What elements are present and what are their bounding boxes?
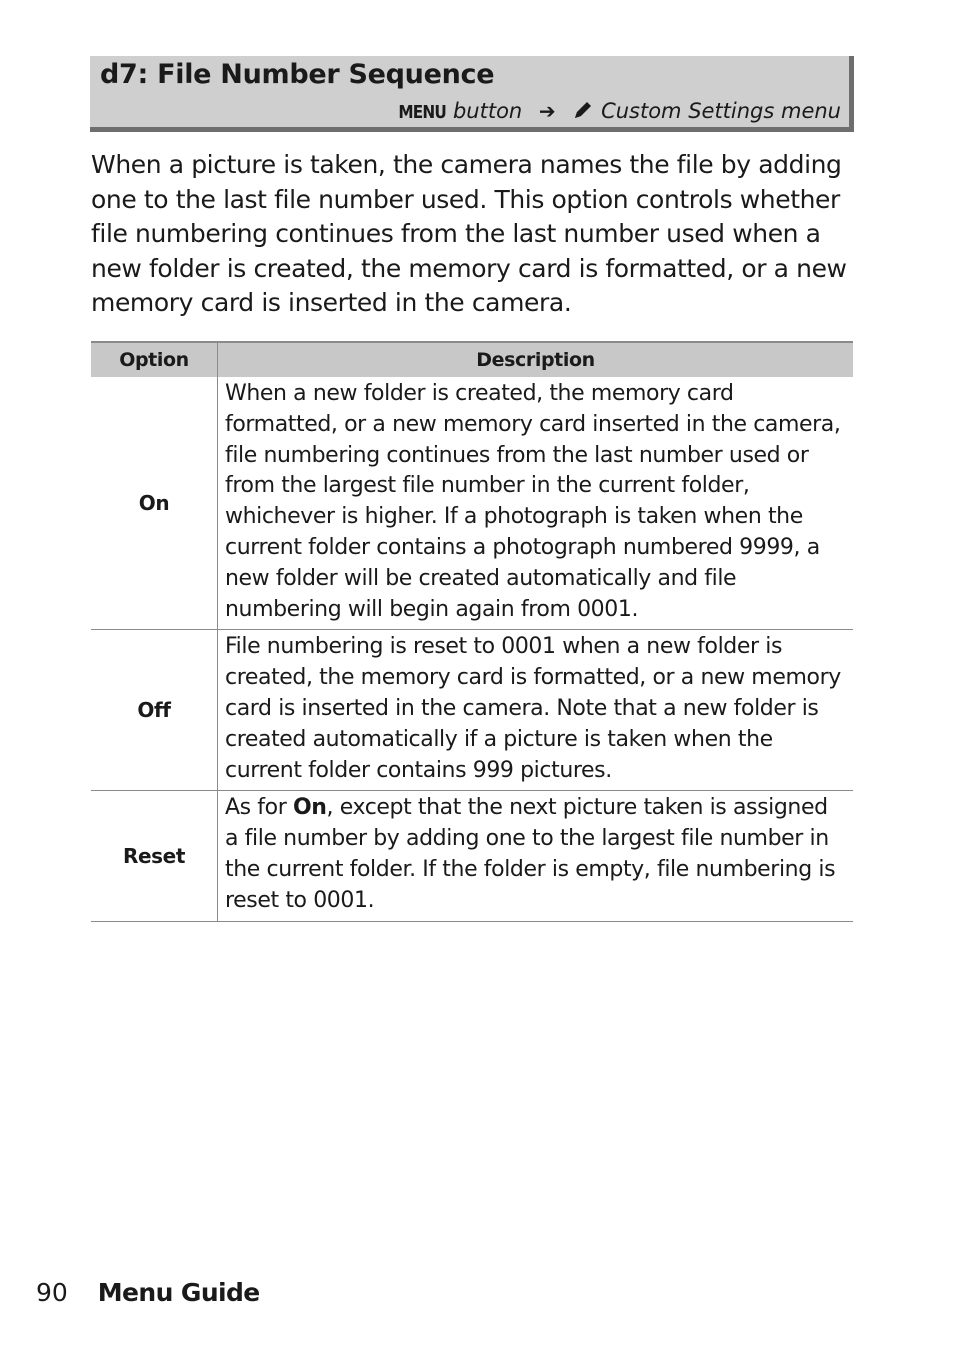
table-header-row [91,342,853,377]
options-table [91,341,853,922]
page-number: 90 [36,1278,68,1307]
option-cell: Reset [91,791,218,921]
column-header-option: Option [91,342,218,377]
arrow-icon: ➔ [538,99,556,123]
menu-button-label: MENU [398,102,447,123]
column-header-description: Description [218,342,854,377]
pencil-icon [572,99,594,121]
option-cell: Off [91,630,218,791]
section-title: d7: File Number Sequence [100,59,495,90]
option-cell: On [91,377,218,630]
description-rest: , except that the next picture taken is assigned a file number by adding one to the largest file number in the current folder. If the folder is empty, file numbering is reset to 0001. [225,795,836,913]
page-footer [36,1278,260,1307]
menu-path [390,99,841,123]
description-cell: File numbering is reset to 0001 when a new folder is created, the memory card is formatted, or a new memory card is inserted in the camera. Note that a new folder is created automatically if a picture is taken when the current folder contains 999 pictures. [218,630,854,791]
table-row [91,377,853,630]
path-button-text: button [452,99,523,123]
description-bold: On [292,795,327,821]
section-header [90,56,854,132]
footer-section-title: Menu Guide [97,1278,260,1307]
table-row [91,791,853,921]
table-row [91,630,853,791]
intro-paragraph: When a picture is taken, the camera names the file by adding one to the last file number used. This option controls whether file numbering continues from the last number used when a new folder is created, the memory card is formatted, or a new memory card is inserted in the camera. [91,150,847,317]
description-prefix: As for [225,795,293,821]
description-cell: When a new folder is created, the memory card formatted, or a new memory card inserted in the camera, file numbering continues from the last number used or from the largest file number in the current folder, whichever is higher. If a photograph is taken when the current folder contains a photograph numbered 9999, a new folder will be created automatically and file numbering will begin again from 0001. [218,377,854,630]
description-cell [218,791,854,921]
path-menu-text: Custom Settings menu [601,99,841,123]
